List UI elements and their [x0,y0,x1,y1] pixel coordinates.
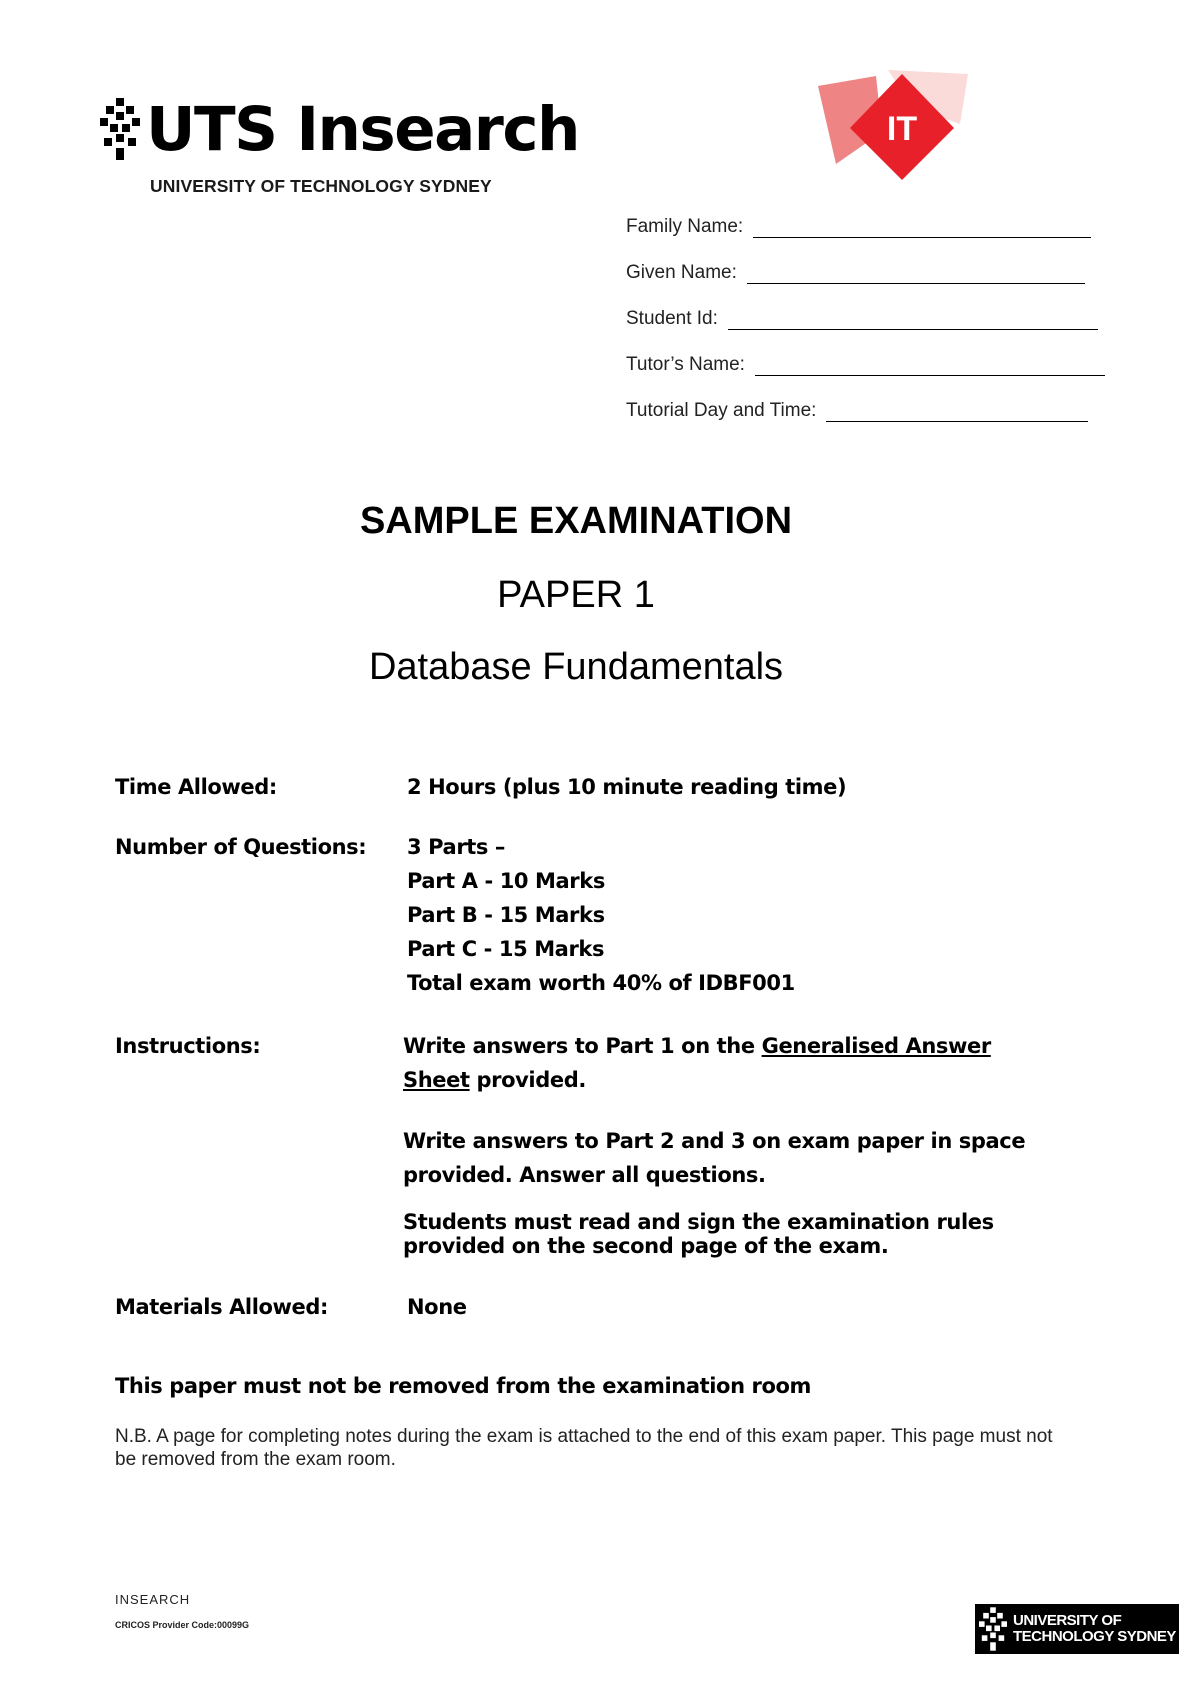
subject-name: Database Fundamentals [368,646,784,688]
brand-wordmark: UTS Insearch [146,93,579,165]
questions-line: 3 Parts – [407,835,506,859]
instruction-2 [403,1124,1083,1192]
uts-footer-badge [975,1604,1179,1654]
cricos-code: CRICOS Provider Code:00099G [115,1620,250,1630]
questions-label: Number of Questions: [115,835,367,859]
given-name-line[interactable] [747,266,1085,284]
instruction-3 [403,1210,1083,1258]
tutor-name-label: Tutor’s Name: [626,354,745,375]
questions-line: Part A - 10 Marks [407,869,605,893]
uts-insearch-logo [100,93,579,165]
instruction-2-line: provided. Answer all questions. [403,1163,766,1187]
instruction-3-line: Students must read and sign the examination rules [403,1210,994,1234]
family-name-label: Family Name: [626,216,744,237]
instruction-3-line: provided on the second page of the exam. [403,1234,889,1258]
footer-org: INSEARCH [115,1592,191,1607]
exam-title: SAMPLE EXAMINATION [359,500,793,542]
it-badge-text: IT [886,110,918,148]
family-name-line[interactable] [753,220,1091,238]
student-id-field[interactable] [626,308,1098,330]
instruction-1 [403,1029,1063,1097]
student-id-label: Student Id: [626,308,718,329]
it-faculty-logo [818,68,978,196]
materials-value: None [407,1295,467,1319]
tutor-name-line[interactable] [755,358,1105,376]
given-name-label: Given Name: [626,262,737,283]
tutor-name-field[interactable] [626,354,1105,376]
tutorial-time-field[interactable] [626,400,1088,422]
university-name: UNIVERSITY OF TECHNOLOGY SYDNEY [150,176,492,196]
questions-line: Total exam worth 40% of IDBF001 [407,971,795,995]
paper-number: PAPER 1 [497,574,655,616]
badge-line-1: UNIVERSITY OF [1013,1612,1122,1629]
removal-warning: This paper must not be removed from the examination room [115,1374,812,1398]
instruction-1-text: Write answers to Part 1 on the [403,1034,762,1058]
answer-sheet-link-cont: Sheet [403,1068,470,1092]
tutorial-time-line[interactable] [826,404,1088,422]
time-allowed-label: Time Allowed: [115,775,277,799]
tutorial-time-label: Tutorial Day and Time: [626,400,817,421]
given-name-field[interactable] [626,262,1085,284]
answer-sheet-link: Generalised Answer [761,1034,991,1058]
family-name-field[interactable] [626,216,1091,238]
questions-line: Part C - 15 Marks [407,937,605,961]
instructions-label: Instructions: [115,1034,261,1058]
time-allowed-value: 2 Hours (plus 10 minute reading time) [407,775,847,799]
uts-crest-icon [100,98,140,160]
badge-line-2: TECHNOLOGY SYDNEY [1013,1628,1176,1645]
materials-label: Materials Allowed: [115,1295,329,1319]
student-id-line[interactable] [728,312,1098,330]
notes-remark: N.B. A page for completing notes during the exam is attached to the end of this exam paper. This page must not be removed from the exam room. [115,1426,1053,1470]
instruction-2-line: Write answers to Part 2 and 3 on exam paper in space [403,1129,1026,1153]
questions-line: Part B - 15 Marks [407,903,605,927]
uts-crest-small-icon [979,1607,1007,1651]
badge-text [1013,1613,1176,1645]
instruction-1-end: provided. [469,1068,586,1092]
questions-value [407,830,795,1000]
